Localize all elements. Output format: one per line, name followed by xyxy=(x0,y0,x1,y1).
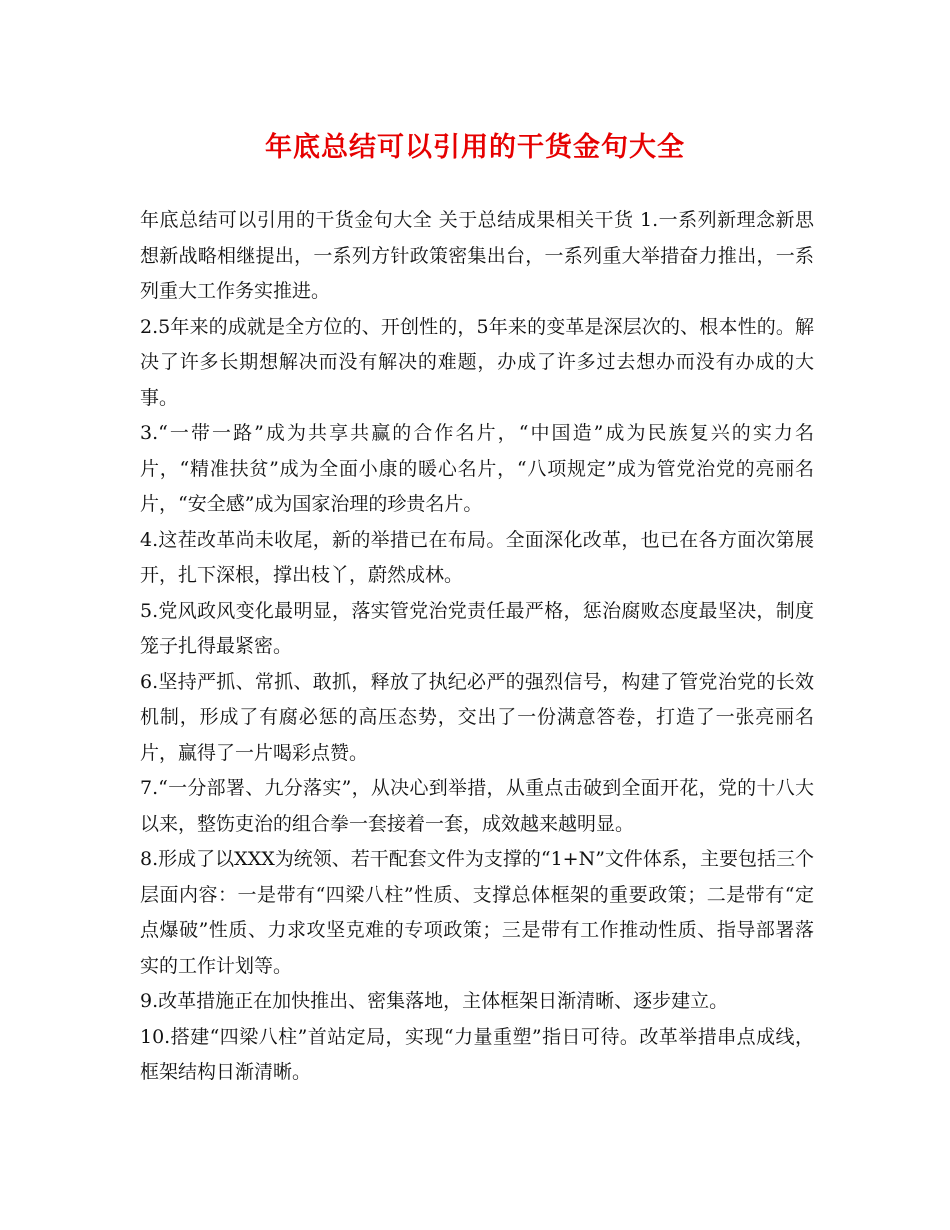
paragraph-3: 3.“一带一路”成为共享共赢的合作名片，“中国造”成为民族复兴的实力名片，“精准扶贫”成为全面小康的暖心名片，“八项规定”成为管党治党的亮丽名片，“安全感”成为国家治理的珍贵名片。 xyxy=(140,422,814,515)
document-body xyxy=(140,203,814,1091)
paragraph-8: 8.形成了以XXX为统领、若干配套文件为支撑的“1+N”文件体系，主要包括三个层面内容：一是带有“四梁八柱”性质、支撑总体框架的重要政策；二是带有“定点爆破”性质、力求攻坚克难的专项政策；三是带有工作推动性质、指导部署落实的工作计划等。 xyxy=(140,848,814,977)
document-title: 年底总结可以引用的干货金句大全 xyxy=(265,132,685,163)
paragraph-4: 4.这茬改革尚未收尾，新的举措已在布局。全面深化改革，也已在各方面次第展开，扎下深根，撑出枝丫，蔚然成林。 xyxy=(140,528,814,586)
paragraph-7: 7.“一分部署、九分落实”，从决心到举措，从重点击破到全面开花，党的十八大以来，整饬吏治的组合拳一套接着一套，成效越来越明显。 xyxy=(140,777,814,835)
paragraph-2: 2.5年来的成就是全方位的、开创性的，5年来的变革是深层次的、根本性的。解决了许多长期想解决而没有解决的难题，办成了许多过去想办而没有办成的大事。 xyxy=(140,315,814,409)
paragraph-9: 9.改革措施正在加快推出、密集落地，主体框架日渐清晰、逐步建立。 xyxy=(140,990,729,1012)
paragraph-10: 10.搭建“四梁八柱”首站定局，实现“力量重塑”指日可待。改革举措串点成线，框架结构日渐清晰。 xyxy=(140,1025,814,1083)
paragraph-6: 6.坚持严抓、常抓、敢抓，释放了执纪必严的强烈信号，构建了管党治党的长效机制，形成了有腐必惩的高压态势，交出了一份满意答卷，打造了一张亮丽名片，赢得了一片喝彩点赞。 xyxy=(140,670,814,764)
paragraph-5: 5.党风政风变化最明显，落实管党治党责任最严格，惩治腐败态度最坚决，制度笼子扎得最紧密。 xyxy=(140,599,814,657)
paragraph-1: 年底总结可以引用的干货金句大全 关于总结成果相关干货 1.一系列新理念新思想新战略相继提出，一系列方针政策密集出台，一系列重大举措奋力推出，一系列重大工作务实推进。 xyxy=(140,209,814,302)
